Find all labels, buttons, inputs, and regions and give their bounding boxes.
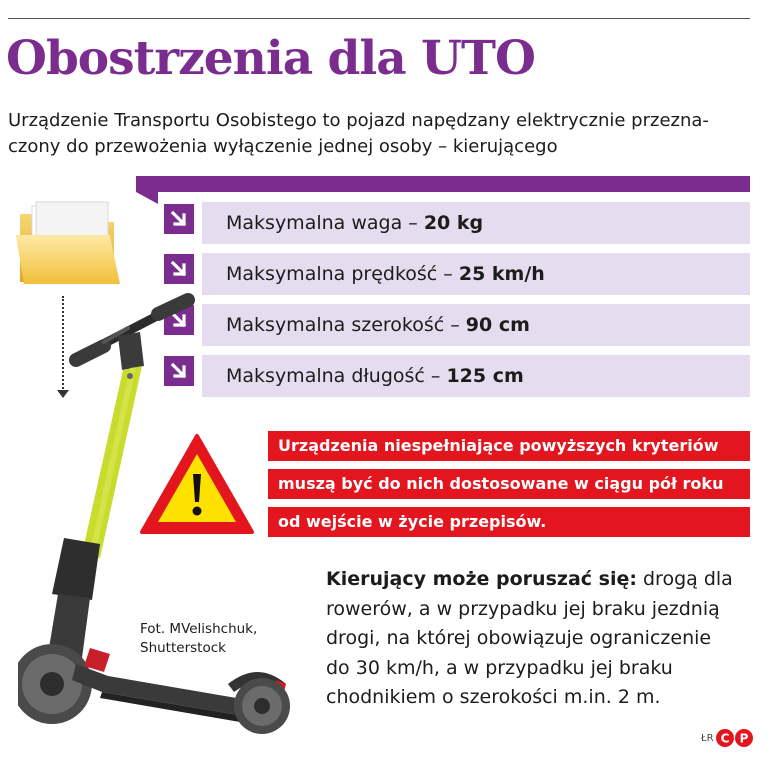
page-subtitle [8,108,768,160]
rider-text-line: chodnikiem o szerokości m.in. 2 m. [326,686,661,708]
rider-text-segment: drogą dla [636,568,733,590]
purple-header-band [136,176,750,192]
spec-label: Maksymalna waga – [226,212,424,234]
warning-text-line: muszą być do nich dostosowane w ciągu pół roku [268,469,750,499]
spec-value: 25 km/h [458,263,545,285]
warning-text-line: od wejście w życie przepisów. [268,507,750,537]
warning-triangle-icon [138,432,256,538]
spec-label: Maksymalna długość – [226,365,447,387]
cp-logo [715,727,755,749]
rider-text-line: drogi, na której obowiązuje ograniczenie [326,627,712,649]
rider-rules-text [326,565,766,713]
subtitle-line: czony do przewożenia wyłączenie jednej osoby – kierującego [8,136,558,157]
rider-text-line: do 30 km/h, a w przypadku jej braku [326,656,673,679]
spec-value: 90 cm [465,314,530,336]
warning-text-line: Urządzenia niespełniające powyższych kryteriów [268,431,750,461]
arrow-down-right-icon [164,204,194,234]
purple-band-tail [136,192,158,204]
folder-icon [14,196,124,292]
author-initials: ŁR [701,733,714,744]
top-rule [8,18,750,19]
rider-text-line: rowerów, a w przypadku jej braku jezdnią [326,597,720,620]
cp-logo-text: C [720,731,730,746]
rider-lead: Kierujący może poruszać się: [326,568,637,590]
arrow-down-right-icon [164,254,194,284]
photo-credit [140,620,257,658]
subtitle-line: Urządzenie Transportu Osobistego to pojazd napędzany elektrycznie przezna- [8,110,709,131]
spec-value: 125 cm [446,365,524,387]
photo-credit-line: Shutterstock [140,640,226,656]
page-title: Obostrzenia dla UTO [6,31,535,86]
cp-logo-text: P [739,731,749,746]
spec-label: Maksymalna prędkość – [226,263,459,285]
spec-value: 20 kg [423,212,484,234]
spec-label: Maksymalna szerokość – [226,314,466,336]
spec-row-weight [202,202,750,244]
photo-credit-line: Fot. MVelishchuk, [140,621,258,637]
